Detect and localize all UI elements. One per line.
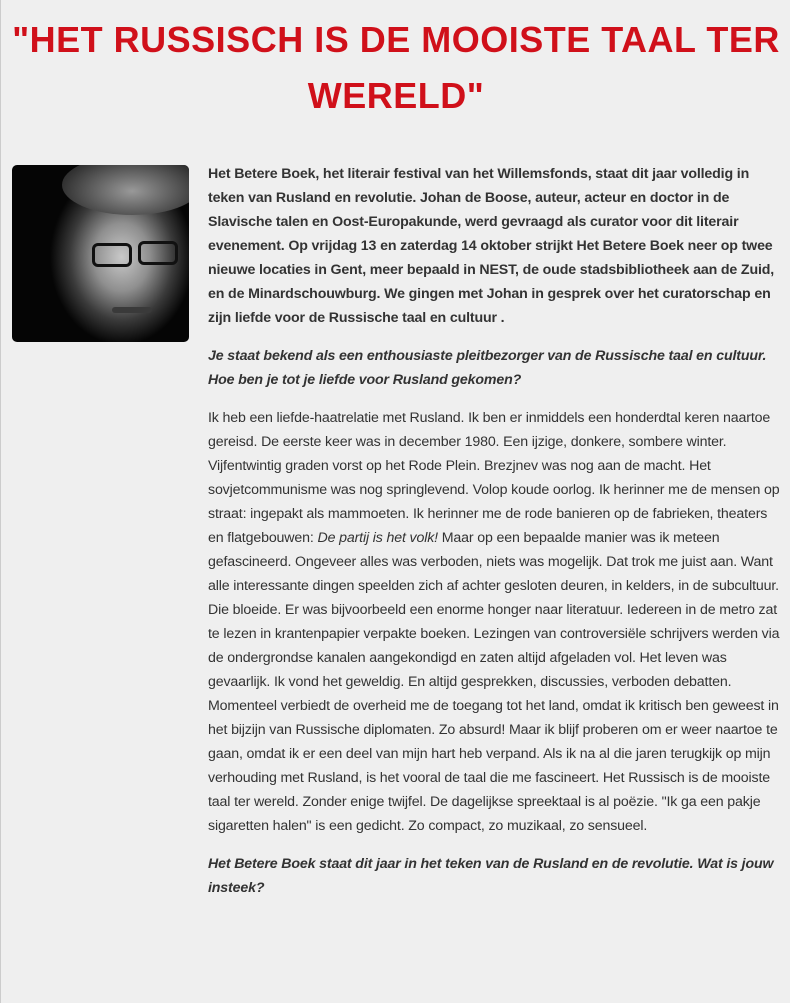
question-1: Je staat bekend als een enthousiaste pleitbezorger van de Russische taal en cultuur. Hoe ben je tot je liefde voor Rusland gekomen? bbox=[208, 348, 767, 388]
question-2: Het Betere Boek staat dit jaar in het teken van de Rusland en de revolutie. Wat is jouw insteek? bbox=[208, 856, 774, 896]
answer-1-part-2: Maar op een bepaalde manier was ik meteen gefascineerd. Ongeveer alles was verboden, niets was mogelijk. Dat trok me juist aan. Want alle interessante dingen speelden zich af achter gesloten deuren, in kelders, in de subcultuur. Die bloeide. Er was bijvoorbeeld een enorme honger naar literatuur. Iedereen in de metro zat te lezen in krantenpapier verpakte boeken. Lezingen van controversiële schrijvers werden via de ondergrondse kanalen aangekondigd en zaten altijd afgeladen vol. Het leven was gevaarlijk. Ik vond het geweldig. En altijd gesprekken, discussies, verboden debatten. Momenteel verbiedt de overheid me de toegang tot het land, omdat ik kritisch ben geweest in het bijzijn van Russische diplomaten. Zo absurd! Maar ik blijf proberen om er weer naartoe te gaan, omdat ik er een deel van mijn hart heb verpand. Als ik na al die jaren terugkijk op mijn verhouding met Rusland, is het vooral de taal die me fascineert. Het Russisch is de mooiste taal ter wereld. Zonder enige twijfel. De dagelijkse spreektaal is al poëzie. "Ik ga een pakje sigaretten halen" is een gedicht. Zo compact, zo muzikaal, zo sensueel. bbox=[208, 530, 780, 834]
author-photo bbox=[12, 165, 189, 342]
article-title: "HET RUSSISCH IS DE MOOISTE TAAL TER WERELD" bbox=[12, 19, 780, 116]
photo-hair bbox=[62, 165, 189, 215]
answer-1-quote: De partij is het volk! bbox=[317, 530, 438, 546]
intro-paragraph: Het Betere Boek, het literair festival van het Willemsfonds, staat dit jaar volledig in teken van Rusland en revolutie. Johan de Boose, auteur, acteur en doctor in de Slavische talen en Oost-Europakunde, werd gevraagd als curator voor dit literair evenement. Op vrijdag 13 en zaterdag 14 oktober strijkt Het Betere Boek neer op twee nieuwe locaties in Gent, meer bepaald in NEST, de oude stadsbibliotheek aan de Zuid, en de Minardschouwburg. We gingen met Johan in gesprek over het curatorschap en zijn liefde voor de Russische taal en cultuur . bbox=[208, 166, 775, 326]
article-body bbox=[208, 162, 783, 914]
photo-mouth bbox=[112, 307, 152, 313]
photo-glasses-left bbox=[92, 243, 132, 267]
photo-glasses-right bbox=[138, 241, 178, 265]
answer-1 bbox=[208, 406, 783, 838]
answer-1-part-1: Ik heb een liefde-haatrelatie met Rusland. Ik ben er inmiddels een honderdtal keren naartoe gereisd. De eerste keer was in december 1980. Een ijzige, donkere, sombere winter. Vijfentwintig graden vorst op het Rode Plein. Brezjnev was nog aan de macht. Het sovjetcommunisme was nog springlevend. Volop koude oorlog. Ik herinner me de mensen op straat: ingepakt als mammoeten. Ik herinner me de rode banieren op de fabrieken, theaters en flatgebouwen: bbox=[208, 410, 780, 546]
